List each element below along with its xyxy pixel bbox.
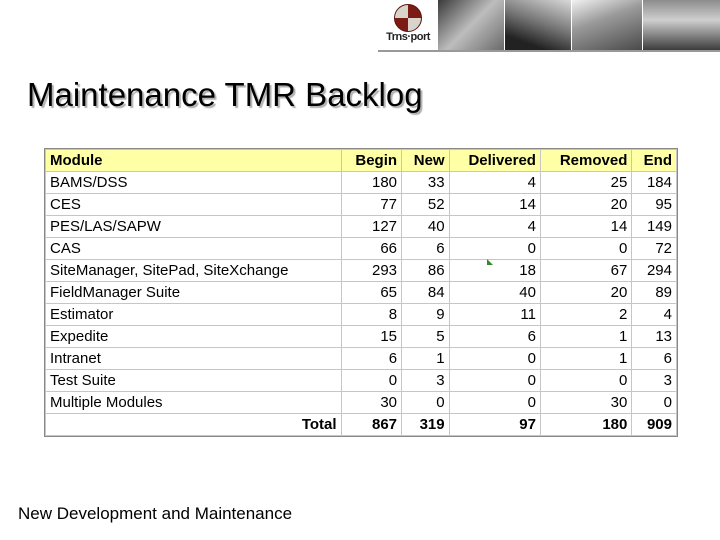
cell-removed: 1: [540, 326, 631, 348]
cell-removed: 0: [540, 238, 631, 260]
total-label: Total: [46, 414, 342, 436]
column-header-module: Module: [46, 150, 342, 172]
cell-begin: 77: [341, 194, 402, 216]
table-row: [46, 282, 677, 304]
total-begin: 867: [341, 414, 402, 436]
cell-module: Multiple Modules: [46, 392, 342, 414]
cell-module: Test Suite: [46, 370, 342, 392]
table-row: [46, 216, 677, 238]
backlog-table-frame: [44, 148, 678, 437]
cell-new: 6: [402, 238, 450, 260]
cell-begin: 0: [341, 370, 402, 392]
column-header-end: End: [632, 150, 677, 172]
cell-new: 9: [402, 304, 450, 326]
cell-new: 5: [402, 326, 450, 348]
cell-delivered: 4: [449, 172, 540, 194]
cell-new: 52: [402, 194, 450, 216]
table-row: [46, 194, 677, 216]
cell-end: 3: [632, 370, 677, 392]
cell-removed: 1: [540, 348, 631, 370]
cell-begin: 66: [341, 238, 402, 260]
table-row: [46, 348, 677, 370]
cell-new: 84: [402, 282, 450, 304]
cell-begin: 6: [341, 348, 402, 370]
cell-removed: 67: [540, 260, 631, 282]
cell-begin: 65: [341, 282, 402, 304]
cell-module: Intranet: [46, 348, 342, 370]
cell-end: 294: [632, 260, 677, 282]
table-row: [46, 370, 677, 392]
total-delivered: 97: [449, 414, 540, 436]
banner-divider: [378, 50, 720, 52]
logo-text: Trns·port: [386, 31, 430, 43]
table-body: [46, 172, 677, 414]
table-row: [46, 260, 677, 282]
cell-end: 6: [632, 348, 677, 370]
cell-removed: 14: [540, 216, 631, 238]
table-total-row: [46, 414, 677, 436]
cell-module: Expedite: [46, 326, 342, 348]
banner-photo-paperwork: [572, 0, 642, 50]
column-header-removed: Removed: [540, 150, 631, 172]
cell-delivered: 0: [449, 370, 540, 392]
backlog-table: [45, 149, 677, 436]
total-new: 319: [402, 414, 450, 436]
cell-removed: 2: [540, 304, 631, 326]
total-removed: 180: [540, 414, 631, 436]
cell-module: PES/LAS/SAPW: [46, 216, 342, 238]
cell-end: 72: [632, 238, 677, 260]
cell-delivered: 0: [449, 392, 540, 414]
cell-delivered: 6: [449, 326, 540, 348]
cell-end: 184: [632, 172, 677, 194]
cell-module: SiteManager, SitePad, SiteXchange: [46, 260, 342, 282]
cell-delivered: 40: [449, 282, 540, 304]
cell-new: 0: [402, 392, 450, 414]
cell-end: 149: [632, 216, 677, 238]
cell-begin: 293: [341, 260, 402, 282]
table-row: [46, 304, 677, 326]
cell-begin: 30: [341, 392, 402, 414]
cell-delivered: 0: [449, 238, 540, 260]
cell-begin: 127: [341, 216, 402, 238]
cell-delivered: 0: [449, 348, 540, 370]
page-title: Maintenance TMR Backlog: [27, 76, 423, 113]
banner-photo-keyboard: [438, 0, 504, 50]
total-end: 909: [632, 414, 677, 436]
logo-emblem-icon: [394, 4, 422, 32]
table-row: [46, 326, 677, 348]
column-header-begin: Begin: [341, 150, 402, 172]
cell-removed: 25: [540, 172, 631, 194]
cell-end: 13: [632, 326, 677, 348]
footer-text: New Development and Maintenance: [18, 504, 293, 523]
cell-delivered: 14: [449, 194, 540, 216]
column-header-delivered: Delivered: [449, 150, 540, 172]
cell-module: FieldManager Suite: [46, 282, 342, 304]
header-banner: [378, 0, 720, 50]
cell-begin: 15: [341, 326, 402, 348]
table-row: [46, 238, 677, 260]
cell-new: 40: [402, 216, 450, 238]
banner-photo-highway: [505, 0, 571, 50]
cell-removed: 20: [540, 282, 631, 304]
cell-end: 4: [632, 304, 677, 326]
cell-end: 0: [632, 392, 677, 414]
cell-module: BAMS/DSS: [46, 172, 342, 194]
table-header-row: [46, 150, 677, 172]
cell-begin: 8: [341, 304, 402, 326]
cell-new: 33: [402, 172, 450, 194]
cell-removed: 20: [540, 194, 631, 216]
transport-logo: [378, 0, 436, 50]
cell-begin: 180: [341, 172, 402, 194]
column-header-new: New: [402, 150, 450, 172]
cell-delivered: 11: [449, 304, 540, 326]
cell-end: 89: [632, 282, 677, 304]
table-row: [46, 172, 677, 194]
cell-new: 3: [402, 370, 450, 392]
banner-photo-traffic: [643, 0, 720, 50]
cell-removed: 0: [540, 370, 631, 392]
cell-new: 1: [402, 348, 450, 370]
cell-delivered: 4: [449, 216, 540, 238]
cell-new: 86: [402, 260, 450, 282]
comment-marker-icon: [487, 259, 493, 265]
cell-delivered: 18: [449, 260, 540, 282]
cell-module: Estimator: [46, 304, 342, 326]
cell-end: 95: [632, 194, 677, 216]
cell-removed: 30: [540, 392, 631, 414]
cell-module: CAS: [46, 238, 342, 260]
cell-module: CES: [46, 194, 342, 216]
table-row: [46, 392, 677, 414]
